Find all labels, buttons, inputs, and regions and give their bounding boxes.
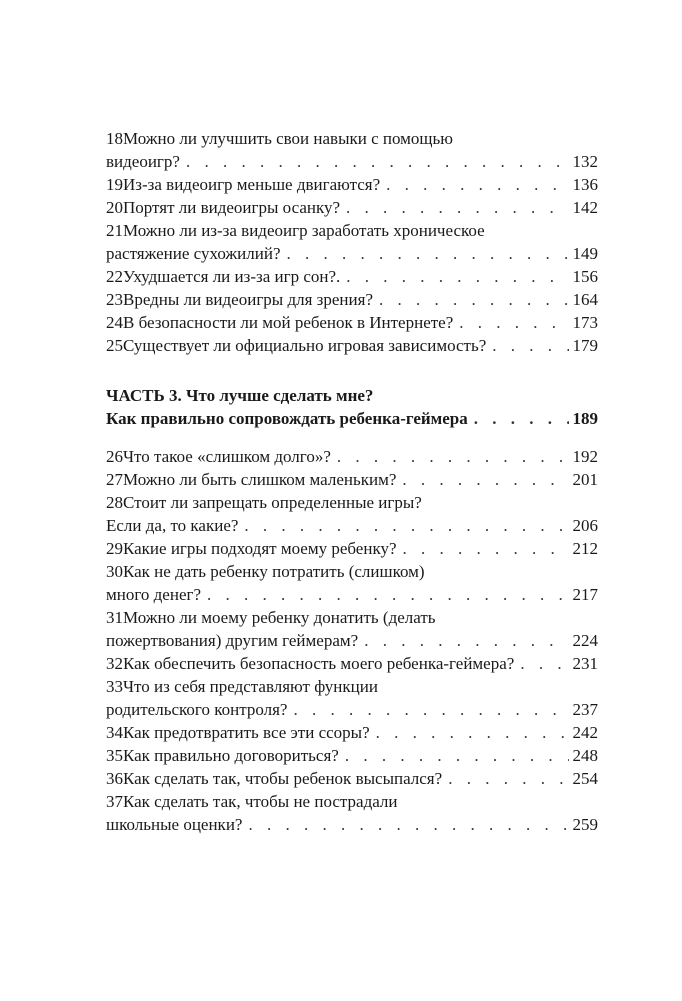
toc-entry-line: [106, 652, 598, 675]
toc-entry-number: 36: [106, 769, 123, 788]
part3-title-line: [106, 384, 598, 407]
toc-entry: [106, 196, 598, 219]
toc-entry-line: [106, 334, 598, 357]
toc-entry-line: [106, 150, 598, 173]
toc-entry: [106, 288, 598, 311]
dot-leader: [364, 629, 568, 652]
toc-entry: [106, 173, 598, 196]
toc-entry: [106, 675, 598, 721]
toc-entry-number: 34: [106, 723, 123, 742]
toc-entry-line: [106, 583, 598, 606]
toc-entry-text: Как обеспечить безопасность моего ребенка-геймера?: [123, 654, 515, 673]
toc-page-number: 156: [572, 267, 598, 286]
toc-entry-text: Как предотвратить все эти ссоры?: [123, 723, 370, 742]
toc-entry-line: [106, 127, 598, 150]
toc-entry-line: [106, 242, 598, 265]
toc-entry-number: 22: [106, 267, 123, 286]
toc-entry-line: [106, 606, 598, 629]
toc-entry-text: Как сделать так, чтобы не пострадали: [123, 792, 398, 811]
toc-entry-number: 37: [106, 792, 123, 811]
toc-entry: [106, 311, 598, 334]
toc-entry: [106, 219, 598, 265]
toc-entry-text: видеоигр?: [106, 152, 180, 171]
toc-entry-line: [106, 560, 598, 583]
toc-entry-text: много денег?: [106, 585, 202, 604]
toc-entry-number: 23: [106, 290, 123, 309]
toc-entry-line: [106, 721, 598, 744]
toc-entry-line: [106, 537, 598, 560]
toc-entry-line: [106, 744, 598, 767]
toc-entry-number: 27: [106, 470, 123, 489]
toc-page-number: 242: [572, 723, 598, 742]
toc-entry-text: Стоит ли запрещать определенные игры?: [123, 493, 422, 512]
toc-entry: [106, 265, 598, 288]
dot-leader: [345, 744, 569, 767]
toc-entry-line: [106, 675, 598, 698]
dot-leader: [293, 698, 568, 721]
toc-entry-number: 31: [106, 608, 123, 627]
toc-entry-text: Существует ли официально игровая зависимость?: [123, 336, 487, 355]
toc-page-number: 192: [572, 447, 598, 466]
toc-entry-text: В безопасности ли мой ребенок в Интернете?: [123, 313, 454, 332]
toc-entry-line: [106, 265, 598, 288]
toc-entry-text: Вредны ли видеоигры для зрения?: [123, 290, 373, 309]
toc-entry: [106, 537, 598, 560]
toc-entry: [106, 744, 598, 767]
toc-entry-number: 30: [106, 562, 123, 581]
toc-entry: [106, 767, 598, 790]
toc-page-number: 201: [572, 470, 598, 489]
toc-entry-text: Можно ли из-за видеоигр заработать хроническое: [123, 221, 485, 240]
toc-entry-number: 28: [106, 493, 123, 512]
toc-entry-number: 29: [106, 539, 123, 558]
toc-entry: [106, 334, 598, 357]
toc-page-number: 132: [572, 152, 598, 171]
toc-entry-line: [106, 629, 598, 652]
toc-entry-line: [106, 288, 598, 311]
part3-title: ЧАСТЬ 3. Что лучше сделать мне?: [106, 386, 374, 405]
toc-page-number: 224: [572, 631, 598, 650]
dot-leader: [287, 242, 569, 265]
toc-entry-text: родительского контроля?: [106, 700, 288, 719]
toc-entry-text: Как не дать ребенку потратить (слишком): [123, 562, 425, 581]
toc-entry-number: 19: [106, 175, 123, 194]
toc-entry-text: Что такое «слишком долго»?: [123, 447, 331, 466]
toc-entry-line: [106, 790, 598, 813]
toc-entry-line: [106, 514, 598, 537]
dot-leader: [520, 652, 568, 675]
toc-entry-text: Можно ли быть слишком маленьким?: [123, 470, 397, 489]
dot-leader: [379, 288, 569, 311]
dot-leader: [402, 468, 568, 491]
toc-entry-text: Как правильно договориться?: [123, 746, 339, 765]
dot-leader: [386, 173, 568, 196]
toc-entry-text: Если да, то какие?: [106, 516, 239, 535]
toc-entry-line: [106, 491, 598, 514]
part3-subtitle-line: [106, 407, 598, 430]
toc-entry-number: 24: [106, 313, 123, 332]
dot-leader: [186, 150, 569, 173]
dot-leader: [248, 813, 568, 836]
toc-page-number: 217: [572, 585, 598, 604]
toc-entry-text: растяжение сухожилий?: [106, 244, 281, 263]
toc-entry-text: Что из себя представляют функции: [123, 677, 378, 696]
table-of-contents: [106, 127, 598, 836]
toc-entry-number: 21: [106, 221, 123, 240]
part3-entry-list: [106, 445, 598, 836]
toc-page-number: 149: [572, 244, 598, 263]
toc-entry-line: [106, 219, 598, 242]
toc-entry: [106, 790, 598, 836]
toc-page-number: 142: [572, 198, 598, 217]
dot-leader: [346, 265, 568, 288]
dot-leader: [474, 407, 569, 430]
toc-entry: [106, 560, 598, 606]
toc-entry-text: Можно ли улучшить свои навыки с помощью: [123, 129, 453, 148]
toc-entry: [106, 652, 598, 675]
toc-entry: [106, 127, 598, 173]
toc-entry-line: [106, 196, 598, 219]
toc-entry: [106, 721, 598, 744]
toc-entry-number: 35: [106, 746, 123, 765]
toc-page-number: 248: [572, 746, 598, 765]
toc-page-number: 237: [572, 700, 598, 719]
toc-page-number: 259: [572, 815, 598, 834]
dot-leader: [207, 583, 568, 606]
toc-entry-text: Какие игры подходят моему ребенку?: [123, 539, 397, 558]
toc-page-number: 179: [572, 336, 598, 355]
toc-entry-line: [106, 311, 598, 334]
part3-subtitle: Как правильно сопровождать ребенка-геймера: [106, 409, 468, 428]
toc-page-number: 173: [572, 313, 598, 332]
toc-entry: [106, 468, 598, 491]
toc-entry-line: [106, 468, 598, 491]
toc-entry: [106, 606, 598, 652]
part3-heading: [106, 384, 598, 430]
dot-leader: [376, 721, 569, 744]
toc-entry-number: 26: [106, 447, 123, 466]
toc-page-number: 164: [572, 290, 598, 309]
toc-page-number: 206: [572, 516, 598, 535]
toc-entry-line: [106, 698, 598, 721]
toc-page-number: 212: [572, 539, 598, 558]
toc-entry-text: Из-за видеоигр меньше двигаются?: [123, 175, 381, 194]
toc-entry-text: школьные оценки?: [106, 815, 243, 834]
dot-leader: [492, 334, 568, 357]
toc-entry-text: пожертвования) другим геймерам?: [106, 631, 359, 650]
toc-entry-number: 25: [106, 336, 123, 355]
dot-leader: [346, 196, 568, 219]
toc-entry-text: Как сделать так, чтобы ребенок высыпался?: [123, 769, 443, 788]
toc-entry-number: 18: [106, 129, 123, 148]
toc-entry-line: [106, 173, 598, 196]
toc-entry-text: Ухудшается ли из-за игр сон?.: [123, 267, 341, 286]
part2-entry-list: [106, 127, 598, 357]
toc-page-number: 136: [572, 175, 598, 194]
toc-entry-number: 33: [106, 677, 123, 696]
dot-leader: [448, 767, 568, 790]
toc-entry-text: Можно ли моему ребенку донатить (делать: [123, 608, 436, 627]
dot-leader: [244, 514, 568, 537]
dot-leader: [403, 537, 569, 560]
part3-page-number: 189: [572, 409, 598, 428]
toc-entry: [106, 445, 598, 468]
toc-entry: [106, 491, 598, 537]
toc-entry-line: [106, 767, 598, 790]
toc-entry-number: 32: [106, 654, 123, 673]
dot-leader: [337, 445, 569, 468]
toc-page-number: 231: [572, 654, 598, 673]
toc-entry-text: Портят ли видеоигры осанку?: [123, 198, 341, 217]
toc-entry-number: 20: [106, 198, 123, 217]
dot-leader: [459, 311, 568, 334]
toc-entry-line: [106, 813, 598, 836]
toc-entry-line: [106, 445, 598, 468]
toc-page-number: 254: [572, 769, 598, 788]
